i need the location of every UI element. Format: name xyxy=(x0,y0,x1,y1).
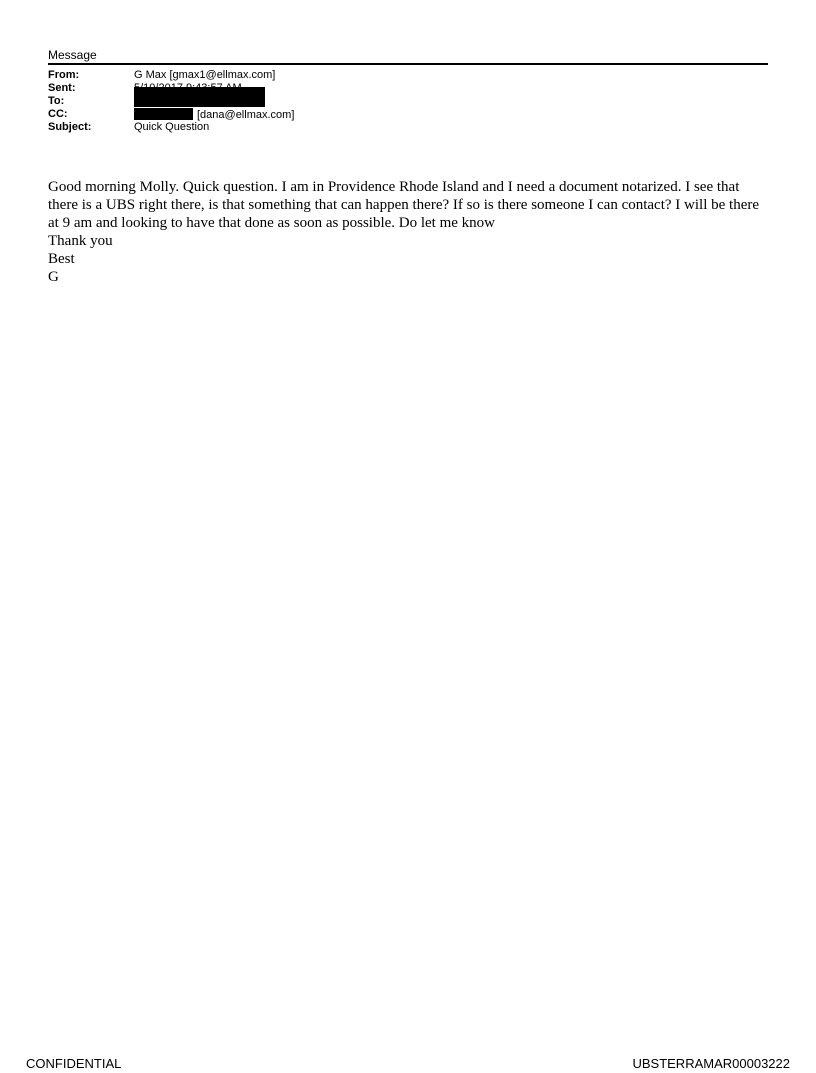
cc-label: CC: xyxy=(48,108,68,120)
from-value: G Max [gmax1@ellmax.com] xyxy=(134,69,276,81)
signature-initial: G xyxy=(48,269,59,285)
confidential-label: CONFIDENTIAL xyxy=(26,1056,122,1071)
subject-label: Subject: xyxy=(48,121,92,133)
body-paragraph: Good morning Molly. Quick question. I am in Providence Rhode Island and I need a document notarized. I see that there is a UBS right there, is that something that can happen there? If so is there someone I can contact? I will be there at 9 am and looking to have that done as soon as possible. Do let me know xyxy=(48,179,760,231)
header-divider xyxy=(48,63,768,65)
document-type-label: Message xyxy=(48,48,97,62)
cc-redaction-block xyxy=(134,108,193,120)
email-body xyxy=(48,178,768,286)
to-redaction-block xyxy=(134,87,265,107)
from-row xyxy=(48,69,768,82)
email-header xyxy=(48,48,768,134)
closing-line-thanks: Thank you xyxy=(48,233,113,249)
from-label: From: xyxy=(48,69,80,81)
to-label: To: xyxy=(48,95,65,107)
subject-value: Quick Question xyxy=(134,121,210,133)
sent-label: Sent: xyxy=(48,82,76,94)
closing-line-best: Best xyxy=(48,251,75,267)
subject-row xyxy=(48,121,768,134)
cc-value-wrapper xyxy=(134,108,294,121)
to-row xyxy=(48,95,768,108)
bates-number: UBSTERRAMAR00003222 xyxy=(632,1056,790,1071)
cc-row xyxy=(48,108,768,121)
cc-value: [dana@ellmax.com] xyxy=(197,109,295,121)
